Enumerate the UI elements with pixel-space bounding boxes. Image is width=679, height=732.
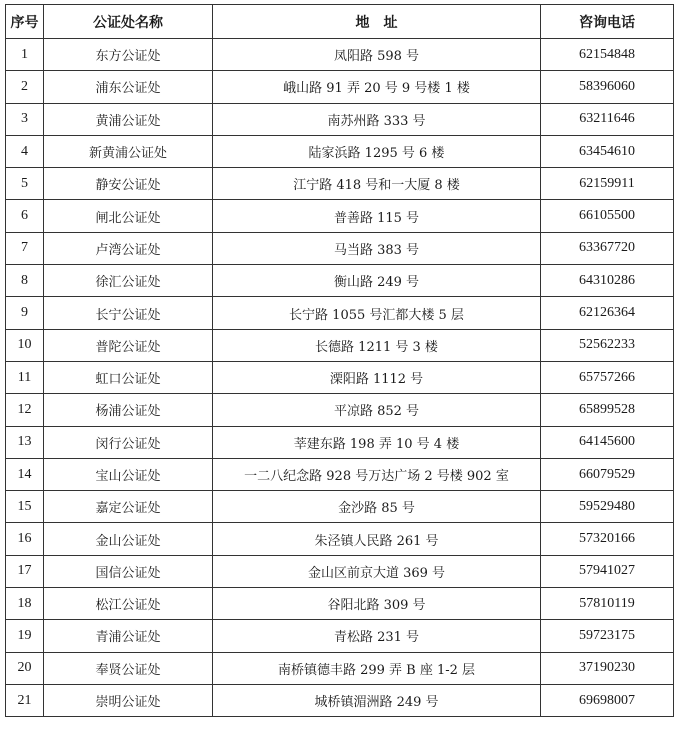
office-phone: 64145600 [541,426,674,458]
office-name: 普陀公证处 [44,329,213,361]
office-name: 虹口公证处 [44,361,213,393]
row-index: 19 [6,620,44,652]
office-phone: 37190230 [541,652,674,684]
office-address: 峨山路 91 弄 20 号 9 号楼 1 楼 [213,71,541,103]
table-row [6,39,674,71]
office-address: 普善路 115 号 [213,200,541,232]
row-index: 5 [6,168,44,200]
office-phone: 64310286 [541,265,674,297]
office-name: 静安公证处 [44,168,213,200]
row-index: 20 [6,652,44,684]
office-name: 杨浦公证处 [44,394,213,426]
table-row [6,361,674,393]
office-phone: 59529480 [541,491,674,523]
row-index: 15 [6,491,44,523]
table-row [6,103,674,135]
office-address: 金沙路 85 号 [213,491,541,523]
row-index: 12 [6,394,44,426]
office-name: 卢湾公证处 [44,232,213,264]
office-address: 陆家浜路 1295 号 6 楼 [213,135,541,167]
office-phone: 65899528 [541,394,674,426]
office-address: 金山区前京大道 369 号 [213,555,541,587]
office-address: 南桥镇德丰路 299 弄 B 座 1-2 层 [213,652,541,684]
office-name: 新黄浦公证处 [44,135,213,167]
table-row [6,523,674,555]
office-phone: 52562233 [541,329,674,361]
office-name: 崇明公证处 [44,684,213,716]
office-name: 长宁公证处 [44,297,213,329]
table-row [6,555,674,587]
office-phone: 63211646 [541,103,674,135]
office-phone: 59723175 [541,620,674,652]
office-phone: 62126364 [541,297,674,329]
office-name: 奉贤公证处 [44,652,213,684]
table-row [6,620,674,652]
row-index: 14 [6,458,44,490]
row-index: 4 [6,135,44,167]
row-index: 6 [6,200,44,232]
table-row [6,588,674,620]
office-phone: 57810119 [541,588,674,620]
row-index: 21 [6,684,44,716]
table-row [6,232,674,264]
row-index: 18 [6,588,44,620]
table-row [6,168,674,200]
header-phone: 咨询电话 [541,5,674,39]
office-address: 长宁路 1055 号汇都大楼 5 层 [213,297,541,329]
header-office-name: 公证处名称 [44,5,213,39]
office-phone: 63454610 [541,135,674,167]
office-phone: 62154848 [541,39,674,71]
office-address: 马当路 383 号 [213,232,541,264]
table-row [6,297,674,329]
office-address: 谷阳北路 309 号 [213,588,541,620]
row-index: 11 [6,361,44,393]
row-index: 3 [6,103,44,135]
office-phone: 57941027 [541,555,674,587]
office-name: 金山公证处 [44,523,213,555]
office-name: 松江公证处 [44,588,213,620]
office-name: 闸北公证处 [44,200,213,232]
office-phone: 63367720 [541,232,674,264]
office-address: 长德路 1211 号 3 楼 [213,329,541,361]
table-row [6,426,674,458]
table-row [6,265,674,297]
table-header-row [6,5,674,39]
table-row [6,458,674,490]
row-index: 9 [6,297,44,329]
table-row [6,684,674,716]
office-phone: 69698007 [541,684,674,716]
office-phone: 66105500 [541,200,674,232]
office-phone: 58396060 [541,71,674,103]
office-address: 溧阳路 1112 号 [213,361,541,393]
table-row [6,200,674,232]
office-name: 国信公证处 [44,555,213,587]
office-name: 宝山公证处 [44,458,213,490]
office-address: 衡山路 249 号 [213,265,541,297]
office-address: 一二八纪念路 928 号万达广场 2 号楼 902 室 [213,458,541,490]
office-address: 凤阳路 598 号 [213,39,541,71]
office-name: 青浦公证处 [44,620,213,652]
header-address: 地 址 [213,5,541,39]
office-name: 黄浦公证处 [44,103,213,135]
row-index: 17 [6,555,44,587]
office-name: 闵行公证处 [44,426,213,458]
office-address: 南苏州路 333 号 [213,103,541,135]
table-row [6,491,674,523]
row-index: 2 [6,71,44,103]
office-name: 徐汇公证处 [44,265,213,297]
office-address: 青松路 231 号 [213,620,541,652]
table-row [6,329,674,361]
table-row [6,652,674,684]
row-index: 10 [6,329,44,361]
office-address: 平凉路 852 号 [213,394,541,426]
table-body [6,39,674,717]
row-index: 1 [6,39,44,71]
table-row [6,71,674,103]
office-phone: 62159911 [541,168,674,200]
office-phone: 57320166 [541,523,674,555]
row-index: 7 [6,232,44,264]
office-name: 东方公证处 [44,39,213,71]
office-address: 朱泾镇人民路 261 号 [213,523,541,555]
row-index: 13 [6,426,44,458]
office-name: 嘉定公证处 [44,491,213,523]
table-row [6,394,674,426]
row-index: 16 [6,523,44,555]
notary-office-table [5,4,674,717]
office-address: 城桥镇湄洲路 249 号 [213,684,541,716]
header-index: 序号 [6,5,44,39]
table-row [6,135,674,167]
office-phone: 66079529 [541,458,674,490]
office-name: 浦东公证处 [44,71,213,103]
office-address: 莘建东路 198 弄 10 号 4 楼 [213,426,541,458]
office-phone: 65757266 [541,361,674,393]
office-address: 江宁路 418 号和一大厦 8 楼 [213,168,541,200]
row-index: 8 [6,265,44,297]
